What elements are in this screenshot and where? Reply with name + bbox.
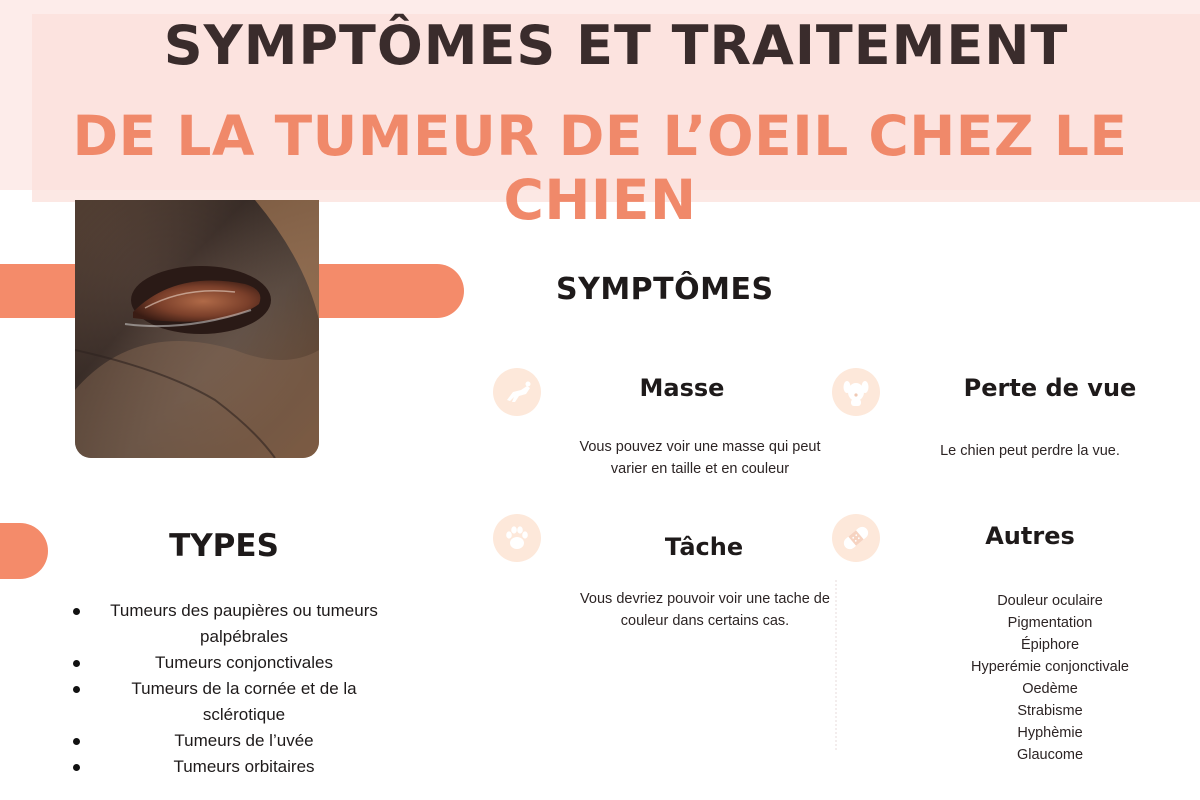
bullet [73,660,80,667]
bandage-icon [832,514,880,562]
list-item: Oedème [1022,681,1078,697]
card-heading-autres: Autres [985,522,1075,550]
list-item: Strabisme [1017,703,1083,719]
dog-eye-illustration [75,200,319,458]
bullet [73,686,80,693]
dog-head-icon [832,368,880,416]
dog-eye-photo [75,200,319,458]
list-item: Glaucome [1016,747,1084,763]
page-title-line-2: DE LA TUMEUR DE L’OEIL CHEZ LE CHIEN [72,104,1128,232]
list-item [70,728,416,754]
dog-sniffing-icon [493,368,541,416]
list-item-text: Tumeurs conjonctivales [155,653,333,672]
bullet [73,608,80,615]
list-item-text: Tumeurs de l’uvée [174,731,314,750]
types-list [70,598,416,780]
card-text-perte-de-vue: Le chien peut perdre la vue. [940,443,1120,459]
list-item [70,754,416,780]
list-item-text: Tumeurs des paupières ou tumeurs palpébrales [110,601,378,646]
card-text-tache: Vous devriez pouvoir voir une tache de couleur dans certains cas. [580,591,830,629]
card-heading-perte-de-vue: Perte de vue [963,374,1137,402]
divider [835,580,839,750]
card-heading-masse: Masse [639,374,725,402]
list-item: Hyphèmie [1017,725,1083,741]
paw-icon [493,514,541,562]
list-item [70,650,416,676]
list-item: Épiphore [1020,637,1080,653]
autres-list [948,590,1152,766]
list-item [70,676,416,728]
list-item: Pigmentation [1007,615,1093,631]
list-item: Hyperémie conjonctivale [971,659,1129,675]
list-item-text: Tumeurs de la cornée et de la sclérotique [131,679,357,724]
symptoms-title: SYMPTÔMES [556,272,774,307]
card-heading-tache: Tâche [664,533,744,561]
accent-bar-types [0,523,48,579]
types-title: TYPES [169,528,279,564]
bullet [73,764,80,771]
bullet [73,738,80,745]
list-item-text: Tumeurs orbitaires [173,757,315,776]
page-title-line-1: SYMPTÔMES ET TRAITEMENT [163,14,1069,77]
card-text-masse: Vous pouvez voir une masse qui peut varier en taille et en couleur [579,439,821,477]
list-item: Douleur oculaire [997,593,1103,609]
list-item [70,598,416,650]
